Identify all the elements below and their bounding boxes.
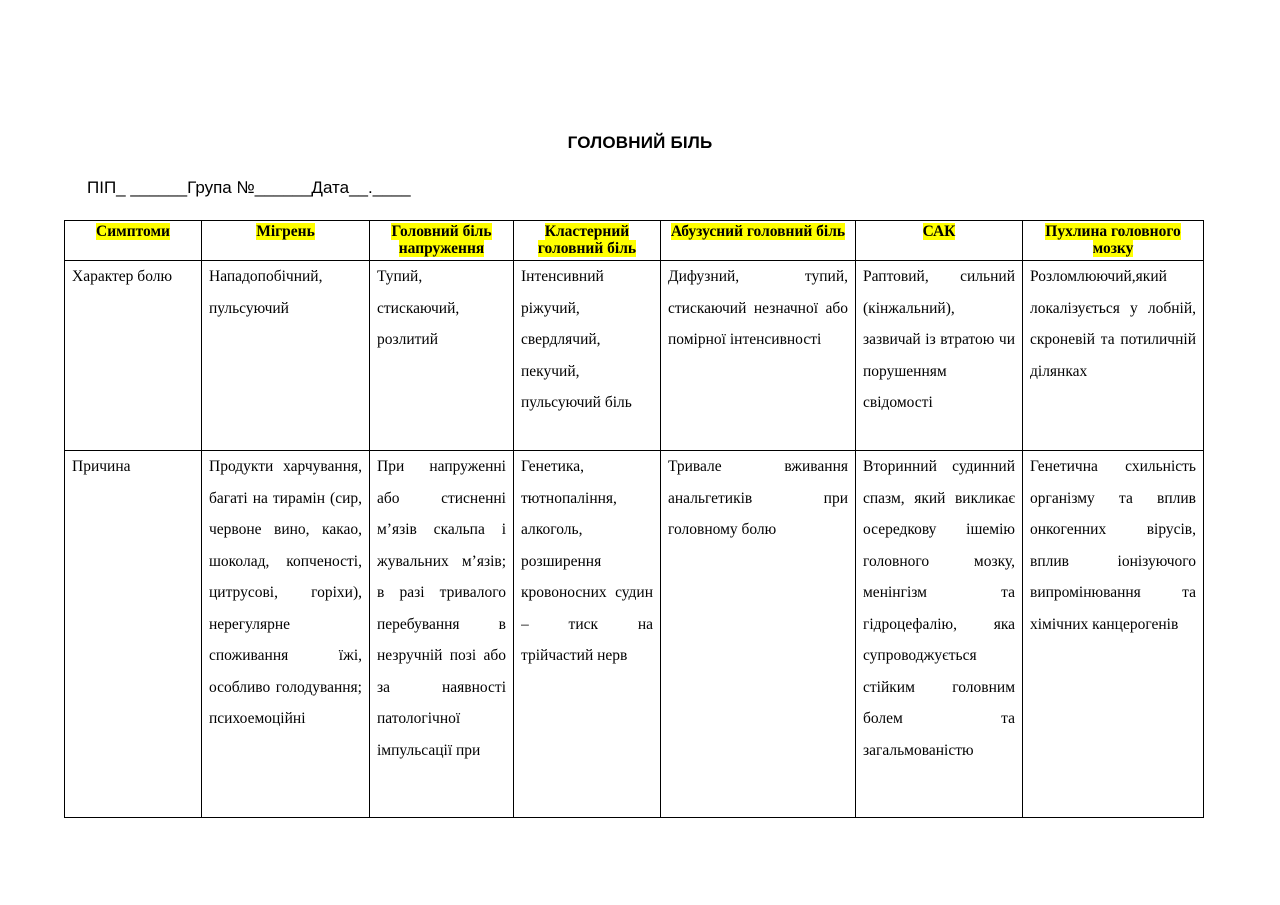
table-row xyxy=(65,451,1204,818)
table-header-row xyxy=(65,221,1204,261)
row-label-cause: Причина xyxy=(65,451,202,818)
header-cluster-headache: Кластерний головний біль xyxy=(514,221,661,261)
table-cell: Дифузний, тупий, стискаючий незначної або помірної інтенсивності xyxy=(661,261,856,451)
header-migraine: Мігрень xyxy=(202,221,370,261)
table-cell: При напруженні або стисненні м’язів скальпа і жувальних м’язів; в разі тривалого перебування в незручній позі або за наявності патологічної імпульсації при xyxy=(370,451,514,818)
header-brain-tumor: Пухлина головного мозку xyxy=(1023,221,1204,261)
header-sah: САК xyxy=(856,221,1023,261)
table-cell: Розломлюючий,який локалізується у лобній, скроневій та потиличній ділянках xyxy=(1023,261,1204,451)
table-row xyxy=(65,261,1204,451)
header-tension-headache: Головний біль напруження xyxy=(370,221,514,261)
headache-comparison-table xyxy=(64,220,1204,818)
table-cell: Нападопобічний, пульсуючий xyxy=(202,261,370,451)
table-cell: Продукти харчування, багаті на тирамін (сир, червоне вино, какао, шоколад, копченості, цитрусові, горіхи), нерегулярне споживання їжі, особливо голодування; психоемоційні xyxy=(202,451,370,818)
header-symptoms: Симптоми xyxy=(65,221,202,261)
table-cell: Раптовий, сильний (кінжальний), зазвичай із втратою чи порушенням свідомості xyxy=(856,261,1023,451)
student-info-line: ПІП_ ______Група №______Дата__.____ xyxy=(87,178,411,197)
table-cell: Тупий, стискаючий, розлитий xyxy=(370,261,514,451)
table-cell: Генетична схильність організму та вплив онкогенних вірусів, вплив іонізуючого випромінювання та хімічних канцерогенів xyxy=(1023,451,1204,818)
table-cell: Генетика, тютнопаління, алкоголь, розширення кровоносних судин – тиск на трійчастий нерв xyxy=(514,451,661,818)
table-cell: Вторинний судинний спазм, який викликає осередкову ішемію головного мозку, менінгізм та гідроцефалію, яка супроводжується стійким головним болем та загальмованістю xyxy=(856,451,1023,818)
table-cell: Тривале вживання анальгетиків при головному болю xyxy=(661,451,856,818)
row-label-pain-character: Характер болю xyxy=(65,261,202,451)
header-medication-overuse-headache: Абузусний головний біль xyxy=(661,221,856,261)
table-cell: Інтенсивний ріжучий, свердлячий, пекучий, пульсуючий біль xyxy=(514,261,661,451)
page-title: ГОЛОВНИЙ БІЛЬ xyxy=(567,133,713,152)
